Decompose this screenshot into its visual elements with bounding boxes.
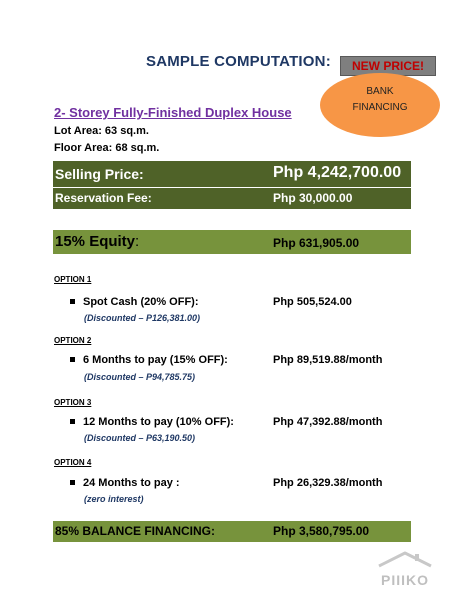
option-1-price: Php 505,524.00 (273, 296, 352, 308)
option-1-text: Spot Cash (20% OFF): (83, 296, 199, 308)
watermark (370, 550, 440, 590)
page-title: SAMPLE COMPUTATION: (146, 53, 331, 70)
financing-label: FINANCING (352, 102, 408, 113)
option-3-text: 12 Months to pay (10% OFF): (83, 416, 234, 428)
option-3-item (70, 416, 234, 428)
lot-area: Lot Area: 63 sq.m. (54, 125, 149, 137)
balance-financing-label: 85% BALANCE FINANCING: (55, 524, 216, 538)
bank-financing-oval (320, 73, 440, 137)
equity-row (53, 230, 411, 254)
option-2-text: 6 Months to pay (15% OFF): (83, 354, 228, 366)
selling-price-value: Php 4,242,700.00 (273, 164, 402, 181)
house-roof-icon (375, 550, 435, 568)
option-2-note: (Discounted – P94,785.75) (84, 372, 196, 382)
bank-label: BANK (366, 86, 394, 97)
balance-financing-row (53, 521, 411, 542)
option-4-price: Php 26,329.38/month (273, 477, 383, 489)
option-1-note: (Discounted – P126,381.00) (84, 313, 201, 323)
option-4-text: 24 Months to pay : (83, 477, 180, 489)
floor-area: Floor Area: 68 sq.m. (54, 142, 160, 154)
reservation-fee-label: Reservation Fee: (55, 191, 152, 205)
option-2-price: Php 89,519.88/month (273, 354, 383, 366)
bullet-icon (70, 357, 75, 362)
option-2-item (70, 354, 228, 366)
selling-price-row (53, 161, 411, 187)
bullet-icon (70, 480, 75, 485)
option-4-label: OPTION 4 (54, 458, 92, 467)
reservation-fee-value: Php 30,000.00 (273, 191, 353, 205)
bullet-icon (70, 419, 75, 424)
watermark-text: PIIIKO (380, 572, 429, 588)
option-1-label: OPTION 1 (54, 275, 92, 284)
option-1-item (70, 296, 199, 308)
property-heading: 2- Storey Fully-Finished Duplex House (54, 105, 292, 120)
option-3-price: Php 47,392.88/month (273, 416, 383, 428)
option-4-note: (zero interest) (84, 494, 144, 504)
selling-price-label: Selling Price: (55, 166, 144, 182)
bullet-icon (70, 299, 75, 304)
equity-value: Php 631,905.00 (273, 236, 360, 250)
new-price-label: NEW PRICE! (352, 59, 424, 73)
option-4-item (70, 477, 180, 489)
balance-financing-value: Php 3,580,795.00 (273, 524, 370, 538)
option-3-note: (Discounted – P63,190.50) (84, 433, 196, 443)
reservation-fee-row (53, 188, 411, 209)
equity-colon: : (135, 233, 140, 250)
option-3-label: OPTION 3 (54, 398, 92, 407)
option-2-label: OPTION 2 (54, 336, 92, 345)
equity-label: 15% Equity (55, 233, 136, 250)
